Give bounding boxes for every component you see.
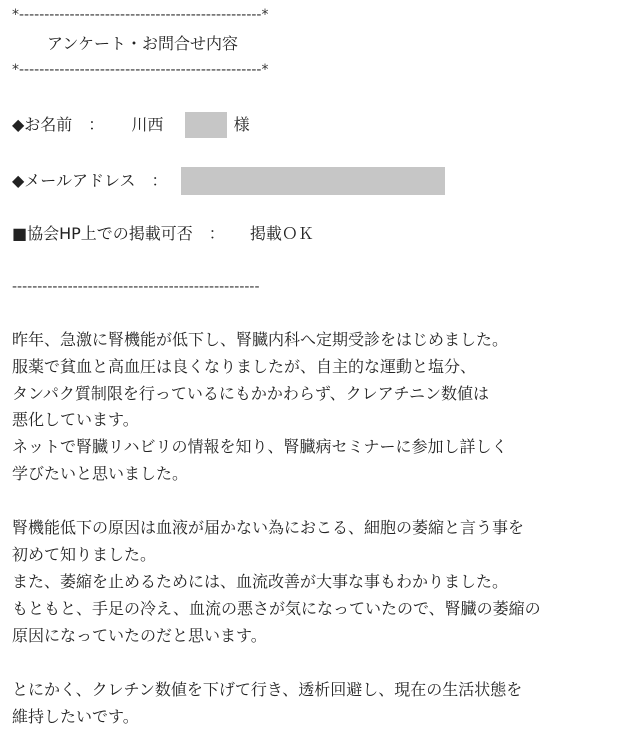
body-line: ネットで腎臓リハビリの情報を知り、腎臓病セミナーに参加し詳しく xyxy=(12,437,508,456)
body-line: 昨年、急激に腎機能が低下し、腎臓内科へ定期受診をはじめました。 xyxy=(12,330,509,349)
body-line: 原因になっていたのだと思います。 xyxy=(12,626,267,645)
section-separator: ------------------------------------------------- xyxy=(12,279,260,295)
body-line: 学びたいと思いました。 xyxy=(12,464,189,483)
name-label: ◆お名前 ： xyxy=(12,115,105,134)
name-row xyxy=(12,112,250,138)
name-suffix: 様 xyxy=(233,115,250,134)
header-border-bottom: *------------------------------------------------* xyxy=(12,62,269,78)
body-line: とにかく、クレチン数値を下げて行き、透析回避し、現在の生活状態を xyxy=(12,680,523,699)
body-line: もともと、手足の冷え、血流の悪さが気になっていたので、腎臓の萎縮の xyxy=(12,599,541,618)
hp-permission-value: 掲載ＯＫ xyxy=(249,223,314,243)
body-line: 腎機能低下の原因は血液が届かない為におこる、細胞の萎縮と言う事を xyxy=(12,518,525,537)
redacted-email-block xyxy=(181,167,445,195)
form-title: アンケート・お問合せ内容 xyxy=(47,34,239,53)
header-border-top: *------------------------------------------------* xyxy=(12,7,269,23)
body-line: 初めて知りました。 xyxy=(12,545,157,564)
hp-permission-row xyxy=(12,222,314,245)
body-line: また、萎縮を止めるためには、血流改善が大事な事もわかりました。 xyxy=(12,572,509,591)
hp-permission-label: ■協会HP上での掲載可否 ： xyxy=(12,223,225,243)
email-label: ◆メールアドレス ： xyxy=(12,171,168,190)
body-line: 維持したいです。 xyxy=(12,707,139,726)
body-line: タンパク質制限を行っているにもかかわらず、クレアチニン数値は xyxy=(12,384,489,403)
body-line: 服薬で貧血と高血圧は良くなりましたが、自主的な運動と塩分、 xyxy=(12,357,477,376)
body-line: 悪化しています。 xyxy=(12,410,139,429)
name-value: 川西 xyxy=(131,115,164,134)
email-row xyxy=(12,167,445,195)
redacted-name-block xyxy=(185,112,227,138)
